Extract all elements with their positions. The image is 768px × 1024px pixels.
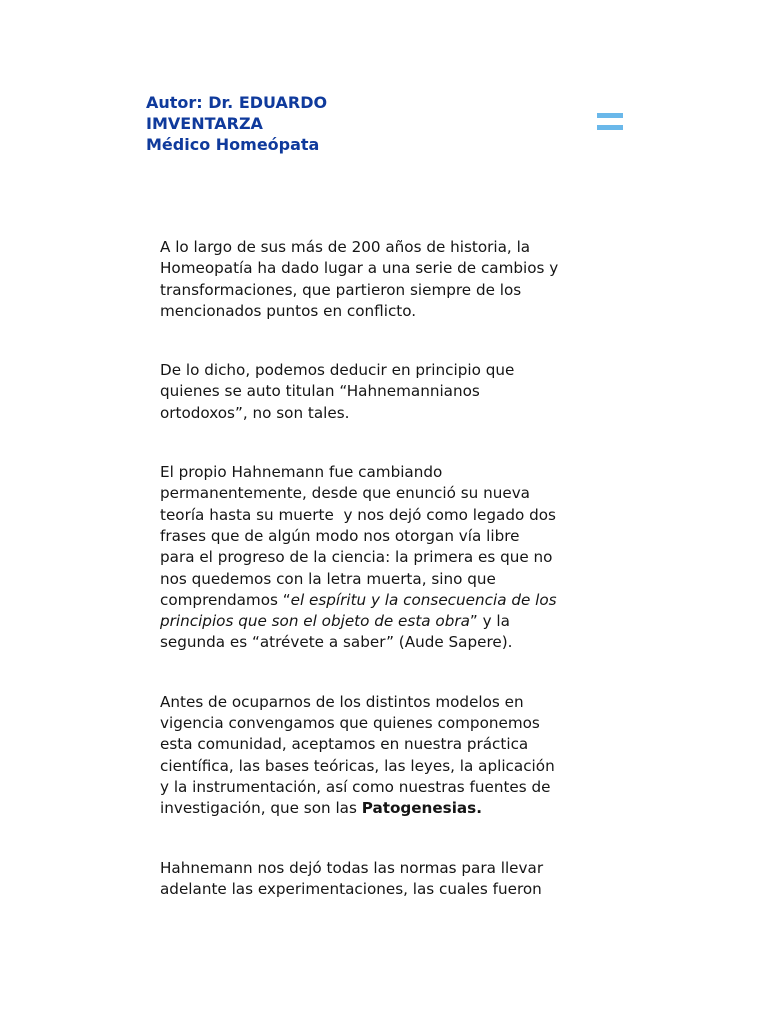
paragraph-1 <box>160 237 620 322</box>
text-segment: ” y la <box>469 612 510 631</box>
text-line: mencionados puntos en conflicto. <box>160 301 417 320</box>
flag-stripe-top <box>597 113 623 118</box>
text-line: científica, las bases teóricas, las leyes, la aplicación <box>160 756 555 775</box>
bold-term: Patogenesias. <box>361 799 482 818</box>
paragraph-5 <box>160 858 620 901</box>
text-line <box>160 611 620 632</box>
text-line: y la instrumentación, así como nuestras fuentes de <box>160 777 551 796</box>
paragraph-4 <box>160 692 620 820</box>
text-segment: comprendamos “ <box>160 590 291 609</box>
text-line: vigencia convengamos que quienes componemos <box>160 714 540 733</box>
text-line: para el progreso de la ciencia: la primera es que no <box>160 548 553 567</box>
text-line: Antes de ocuparnos de los distintos modelos en <box>160 692 524 711</box>
paragraph-3 <box>160 462 620 654</box>
text-line: El propio Hahnemann fue cambiando <box>160 463 443 482</box>
text-line: teoría hasta su muerte y nos dejó como legado dos <box>160 505 556 524</box>
text-line: adelante las experimentaciones, las cuales fueron <box>160 879 542 898</box>
text-line: Hahnemann nos dejó todas las normas para llevar <box>160 858 544 877</box>
quote-italic: principios que son el objeto de esta obra <box>160 612 470 631</box>
text-segment: investigación, que son las <box>160 799 362 818</box>
text-line: permanentemente, desde que enunció su nueva <box>160 484 530 503</box>
argentina-flag-icon <box>597 113 623 131</box>
text-line <box>160 590 620 611</box>
paragraph-2 <box>160 360 620 424</box>
author-surname-line: IMVENTARZA <box>146 114 263 133</box>
text-line: Homeopatía ha dado lugar a una serie de cambios y <box>160 259 559 278</box>
author-name-line: Autor: Dr. EDUARDO <box>146 93 328 112</box>
text-line: quienes se auto titulan “Hahnemannianos <box>160 382 480 401</box>
text-line: esta comunidad, aceptamos en nuestra práctica <box>160 735 529 754</box>
text-line <box>160 798 620 819</box>
flag-stripe-middle <box>597 119 623 124</box>
text-line: ortodoxos”, no son tales. <box>160 403 350 422</box>
text-line: A lo largo de sus más de 200 años de historia, la <box>160 238 531 256</box>
quote-italic: el espíritu y la consecuencia de los <box>290 590 557 609</box>
text-line: transformaciones, que partieron siempre de los <box>160 280 522 299</box>
text-line: frases que de algún modo nos otorgan vía libre <box>160 526 520 545</box>
flag-stripe-bottom <box>597 125 623 130</box>
text-line: segunda es “atrévete a saber” (Aude Sapere). <box>160 633 513 652</box>
text-line: De lo dicho, podemos deducir en principio que <box>160 361 515 380</box>
article-body <box>160 237 620 900</box>
author-title-line: Médico Homeópata <box>146 135 320 154</box>
author-block <box>146 92 446 155</box>
text-line: nos quedemos con la letra muerta, sino que <box>160 569 496 588</box>
